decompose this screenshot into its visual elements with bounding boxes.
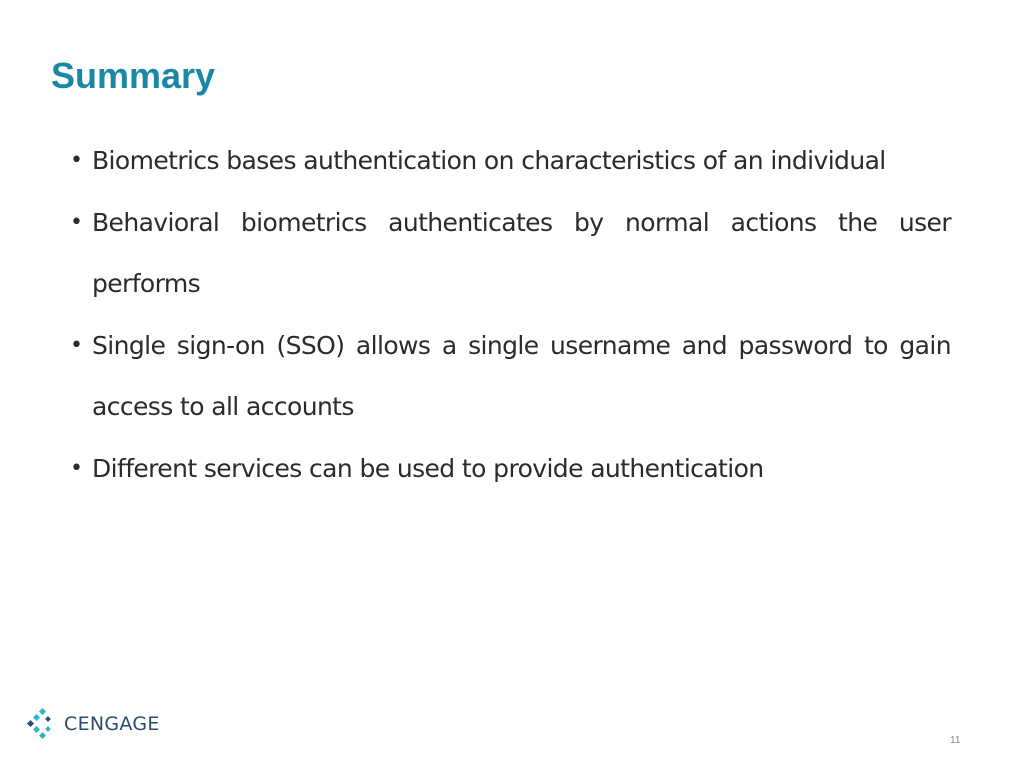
bullet-item xyxy=(70,438,951,500)
bullet-list xyxy=(70,130,951,499)
page-number: 11 xyxy=(950,735,961,746)
cengage-wordmark: CENGAGE xyxy=(64,713,160,735)
cengage-logo-icon xyxy=(26,707,58,741)
bullet-text: Different services can be used to provide authentication xyxy=(92,453,764,483)
bullet-text: Behavioral biometrics authenticates by normal actions the user performs xyxy=(92,207,951,298)
bullet-dot-icon: • xyxy=(70,455,83,481)
cengage-logo xyxy=(26,706,160,742)
slide-title: Summary xyxy=(51,55,216,96)
bullet-dot-icon: • xyxy=(70,332,83,358)
bullet-item xyxy=(70,315,951,438)
bullet-dot-icon: • xyxy=(70,148,83,173)
bullet-dot-icon: • xyxy=(70,209,83,235)
bullet-text: Biometrics bases authentication on characteristics of an individual xyxy=(92,146,886,175)
bullet-item xyxy=(70,192,951,315)
bullet-item xyxy=(70,130,951,192)
bullet-text: Single sign-on (SSO) allows a single username and password to gain access to all accounts xyxy=(92,330,951,421)
